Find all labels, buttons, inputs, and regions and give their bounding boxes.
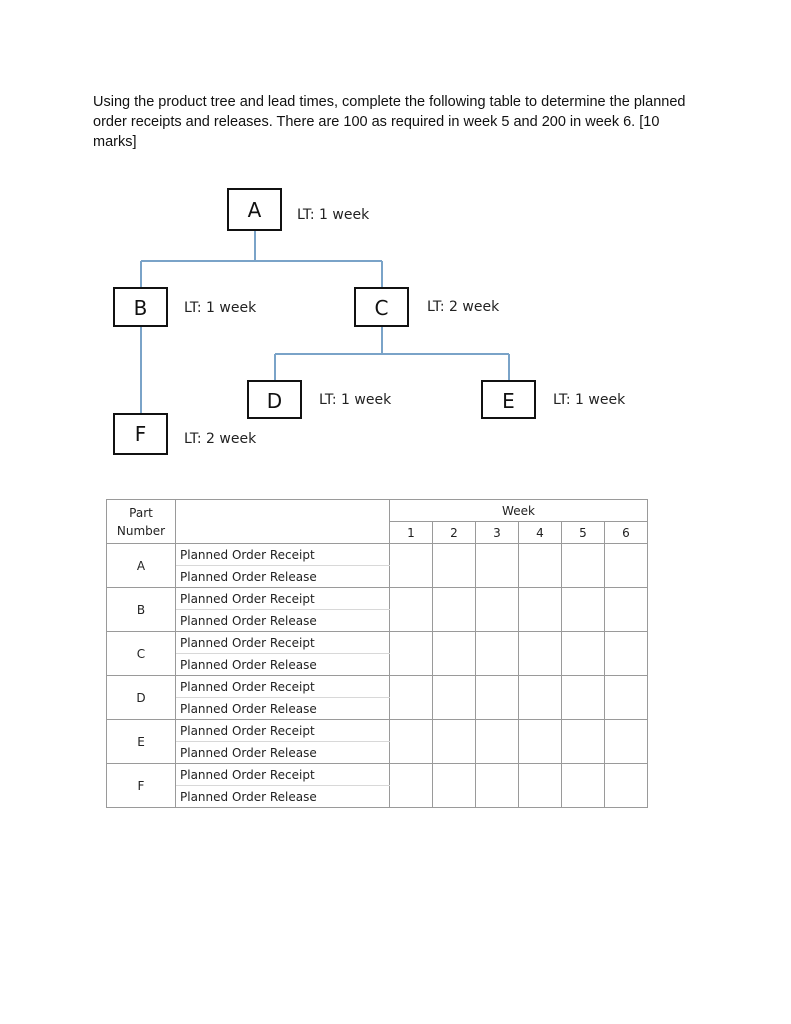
release-cell[interactable] [562,654,605,676]
planned-order-release-label: Planned Order Release [176,698,390,720]
receipt-cell[interactable] [562,676,605,698]
lead-time-a: LT: 1 week [297,207,370,223]
planned-order-receipt-label: Planned Order Receipt [176,764,390,786]
table-row [107,720,648,742]
release-cell[interactable] [476,698,519,720]
table-row [107,676,648,698]
release-cell[interactable] [519,654,562,676]
receipt-cell[interactable] [390,632,433,654]
release-cell[interactable] [390,610,433,632]
release-cell[interactable] [605,698,648,720]
part-cell-f: F [107,764,176,808]
release-cell[interactable] [605,610,648,632]
row-label-header [176,500,390,544]
part-cell-e: E [107,720,176,764]
planned-order-receipt-label: Planned Order Receipt [176,632,390,654]
part-cell-b: B [107,588,176,632]
receipt-cell[interactable] [562,764,605,786]
lead-time-e: LT: 1 week [553,392,626,408]
part-cell-a: A [107,544,176,588]
tree-node-f [114,414,167,454]
tree-node-d [248,381,301,418]
week-number: 1 [390,522,433,544]
receipt-cell[interactable] [519,676,562,698]
part-cell-d: D [107,676,176,720]
receipt-cell[interactable] [562,632,605,654]
table-row [107,566,648,588]
release-cell[interactable] [390,566,433,588]
release-cell[interactable] [433,698,476,720]
receipt-cell[interactable] [605,588,648,610]
node-letter-f: F [134,422,147,446]
week-number: 5 [562,522,605,544]
planned-order-release-label: Planned Order Release [176,654,390,676]
release-cell[interactable] [433,786,476,808]
receipt-cell[interactable] [605,632,648,654]
release-cell[interactable] [519,698,562,720]
table-row [107,588,648,610]
receipt-cell[interactable] [562,720,605,742]
week-number: 4 [519,522,562,544]
table-row [107,698,648,720]
receipt-cell[interactable] [605,676,648,698]
week-number: 6 [605,522,648,544]
release-cell[interactable] [562,610,605,632]
release-cell[interactable] [476,610,519,632]
release-cell[interactable] [562,742,605,764]
part-number-header: Part Number [107,500,176,544]
week-number: 3 [476,522,519,544]
planned-order-release-label: Planned Order Release [176,786,390,808]
table-row [107,544,648,566]
receipt-cell[interactable] [476,676,519,698]
node-letter-e: E [502,389,515,413]
release-cell[interactable] [476,654,519,676]
receipt-cell[interactable] [476,544,519,566]
table-row [107,610,648,632]
node-letter-d: D [266,389,283,413]
receipt-cell[interactable] [519,632,562,654]
receipt-cell[interactable] [433,676,476,698]
receipt-cell[interactable] [390,764,433,786]
receipt-cell[interactable] [390,544,433,566]
receipt-cell[interactable] [390,588,433,610]
receipt-cell[interactable] [519,720,562,742]
tree-node-a [228,189,281,230]
release-cell[interactable] [605,566,648,588]
receipt-cell[interactable] [433,544,476,566]
receipt-cell[interactable] [519,588,562,610]
planned-order-receipt-label: Planned Order Receipt [176,720,390,742]
release-cell[interactable] [605,742,648,764]
receipt-cell[interactable] [476,764,519,786]
receipt-cell[interactable] [562,544,605,566]
tree-node-e [482,381,535,418]
table-header-row [107,500,648,522]
release-cell[interactable] [476,786,519,808]
release-cell[interactable] [476,742,519,764]
part-cell-c: C [107,632,176,676]
node-letter-b: B [133,296,148,320]
receipt-cell[interactable] [390,676,433,698]
release-cell[interactable] [519,786,562,808]
product-tree-diagram [0,0,791,470]
week-header: Week [390,500,648,522]
receipt-cell[interactable] [605,720,648,742]
receipt-cell[interactable] [476,720,519,742]
planned-order-receipt-label: Planned Order Receipt [176,544,390,566]
receipt-cell[interactable] [519,544,562,566]
receipt-cell[interactable] [433,588,476,610]
receipt-cell[interactable] [433,764,476,786]
release-cell[interactable] [519,610,562,632]
release-cell[interactable] [390,654,433,676]
receipt-cell[interactable] [562,588,605,610]
release-cell[interactable] [433,742,476,764]
release-cell[interactable] [433,610,476,632]
receipt-cell[interactable] [476,632,519,654]
receipt-cell[interactable] [519,764,562,786]
table-row [107,764,648,786]
release-cell[interactable] [390,698,433,720]
release-cell[interactable] [390,742,433,764]
table-row [107,742,648,764]
planned-order-receipt-label: Planned Order Receipt [176,676,390,698]
receipt-cell[interactable] [433,632,476,654]
tree-node-c [355,288,408,326]
planned-order-release-label: Planned Order Release [176,566,390,588]
lead-time-f: LT: 2 week [184,431,257,447]
release-cell[interactable] [605,654,648,676]
release-cell[interactable] [476,566,519,588]
node-letter-c: C [374,296,389,320]
planned-order-release-label: Planned Order Release [176,610,390,632]
tree-node-b [114,288,167,326]
lead-time-d: LT: 1 week [319,392,392,408]
table-row [107,632,648,654]
release-cell[interactable] [605,786,648,808]
release-cell[interactable] [562,698,605,720]
receipt-cell[interactable] [605,764,648,786]
release-cell[interactable] [562,566,605,588]
release-cell[interactable] [562,786,605,808]
week-number: 2 [433,522,476,544]
table-row [107,786,648,808]
lead-time-b: LT: 1 week [184,300,257,316]
table-row [107,654,648,676]
planned-order-receipt-label: Planned Order Receipt [176,588,390,610]
release-cell[interactable] [519,742,562,764]
receipt-cell[interactable] [390,720,433,742]
receipt-cell[interactable] [605,544,648,566]
release-cell[interactable] [433,566,476,588]
node-letter-a: A [247,198,262,222]
release-cell[interactable] [390,786,433,808]
question-text: Using the product tree and lead times, complete the following table to determine the planned order receipts and releases. There are 100 as required in week 5 and 200 in week 6. [10 marks] [93,94,686,150]
mrp-table [106,499,648,808]
receipt-cell[interactable] [476,588,519,610]
receipt-cell[interactable] [433,720,476,742]
lead-time-c: LT: 2 week [427,299,500,315]
planned-order-release-label: Planned Order Release [176,742,390,764]
release-cell[interactable] [433,654,476,676]
release-cell[interactable] [519,566,562,588]
